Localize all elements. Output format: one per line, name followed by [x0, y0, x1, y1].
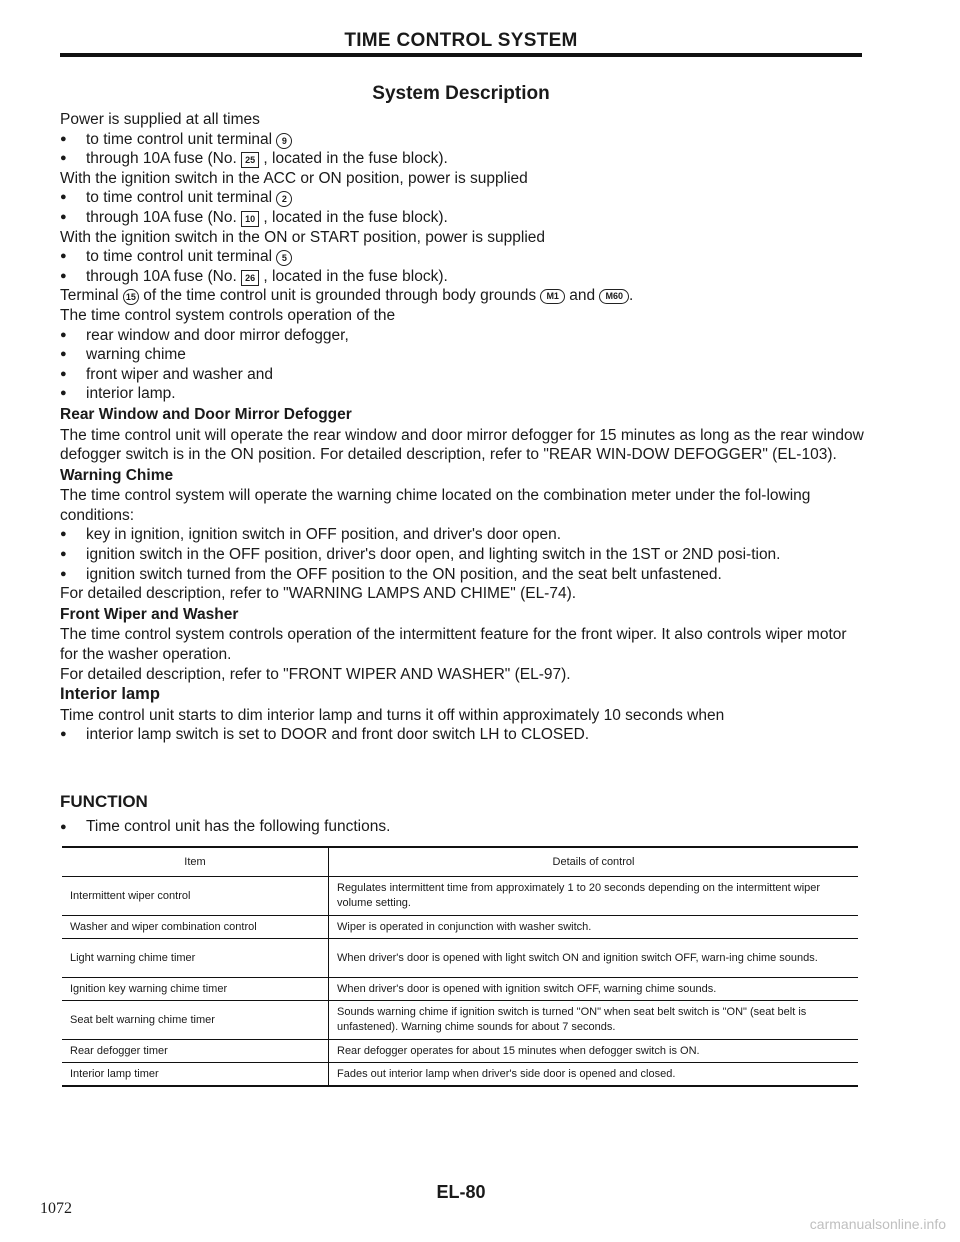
table-row: [62, 877, 858, 916]
page-code: EL-80: [436, 1182, 486, 1202]
table-row: [62, 1040, 858, 1063]
cell-item: Washer and wiper combination control: [62, 916, 329, 939]
fuse-symbol: 10: [241, 211, 259, 227]
bullet-item: ● ignition switch turned from the OFF position to the ON position, and the seat belt unfastened.: [60, 565, 722, 583]
cell-detail: Wiper is operated in conjunction with washer switch.: [329, 916, 859, 939]
cell-item: Rear defogger timer: [62, 1040, 329, 1063]
text-line: With the ignition switch in the ACC or ON position, power is supplied: [60, 169, 528, 187]
bullet-item: ● interior lamp switch is set to DOOR and front door switch LH to CLOSED.: [60, 726, 590, 744]
text-line: The time control system controls operation of the: [60, 306, 396, 324]
cell-item: Interior lamp timer: [62, 1063, 329, 1087]
body-text: [60, 110, 866, 745]
bullet-item: ● through 10A fuse (No. 25 , located in the fuse block).: [60, 150, 448, 168]
cell-detail: Sounds warning chime if ignition switch is turned "ON" when seat belt switch is "ON" (seat belt is unfastened). Warning chime sounds for about 7 seconds.: [329, 1001, 859, 1040]
cell-item: Intermittent wiper control: [62, 877, 329, 916]
paragraph: The time control system controls operation of the intermittent feature for the front wiper. It also controls wiper motor for the washer operation.: [60, 626, 847, 664]
subsection-heading: Rear Window and Door Mirror Defogger: [60, 405, 352, 423]
cell-detail: When driver's door is opened with light switch ON and ignition switch OFF, warn-ing chime sounds.: [329, 939, 859, 978]
terminal-symbol: 9: [276, 133, 292, 149]
subsection-heading: Interior lamp: [60, 685, 160, 704]
fuse-symbol: 25: [241, 152, 259, 168]
paragraph: Time control unit starts to dim interior lamp and turns it off within approximately 10 seconds when: [60, 706, 725, 724]
cell-detail: When driver's door is opened with ignition switch OFF, warning chime sounds.: [329, 978, 859, 1001]
table-row: [62, 939, 858, 978]
text-line: Power is supplied at all times: [60, 111, 260, 128]
terminal-symbol: 15: [123, 289, 139, 305]
page-header-title: TIME CONTROL SYSTEM: [344, 30, 578, 51]
table-row: [62, 978, 858, 1001]
bullet-item: ● warning chime: [60, 346, 186, 364]
cell-detail: Rear defogger operates for about 15 minutes when defogger switch is ON.: [329, 1040, 859, 1063]
bullet-item: ● to time control unit terminal 5: [60, 247, 866, 267]
section-title: System Description: [372, 83, 550, 104]
bullet-item: ● front wiper and washer and: [60, 365, 273, 383]
terminal-symbol: 5: [276, 250, 292, 266]
table-row: [62, 916, 858, 939]
subsection-heading: Front Wiper and Washer: [60, 605, 239, 623]
column-header-details: Details of control: [329, 847, 859, 877]
cell-detail: Regulates intermittent time from approximately 1 to 20 seconds depending on the intermittent wiper volume setting.: [329, 877, 859, 916]
paragraph: For detailed description, refer to "WARNING LAMPS AND CHIME" (EL-74).: [60, 585, 577, 603]
table-header-row: [62, 847, 858, 877]
cell-item: Light warning chime timer: [62, 939, 329, 978]
page-number: 1072: [40, 1200, 72, 1217]
bullet-item: ● through 10A fuse (No. 26 , located in the fuse block).: [60, 267, 448, 285]
paragraph: The time control system will operate the warning chime located on the combination meter under the fol-lowing conditions:: [60, 487, 811, 524]
bullet-item: ● interior lamp.: [60, 385, 176, 403]
fuse-symbol: 26: [241, 270, 259, 286]
bullet-item: ● to time control unit terminal 2: [60, 188, 866, 208]
table-row: [62, 1001, 858, 1040]
cell-item: Seat belt warning chime timer: [62, 1001, 329, 1040]
subsection-heading: Warning Chime: [60, 466, 174, 484]
bullet-item: ● rear window and door mirror defogger,: [60, 326, 349, 344]
table-row: [62, 1063, 858, 1087]
bullet-item: ● to time control unit terminal 9: [60, 130, 866, 150]
ground-symbol: M60: [599, 289, 629, 304]
function-bullet: ● Time control unit has the following functions.: [60, 818, 391, 835]
function-table: [62, 846, 858, 1087]
paragraph: The time control unit will operate the rear window and door mirror defogger for 15 minutes as long as the rear window defogger switch is in the ON position. For detailed description, refer to "REAR WIN-DOW DEFOGGER" (EL-103).: [60, 426, 864, 464]
column-header-item: Item: [62, 847, 329, 877]
text-line: Terminal 15 of the time control unit is grounded through body grounds M1 and M60 .: [60, 287, 634, 305]
bullet-item: ● key in ignition, ignition switch in OFF position, and driver's door open.: [60, 526, 562, 544]
terminal-symbol: 2: [276, 191, 292, 207]
bullet-item: ● through 10A fuse (No. 10 , located in the fuse block).: [60, 208, 448, 226]
text-line: With the ignition switch in the ON or START position, power is supplied: [60, 228, 546, 246]
cell-item: Ignition key warning chime timer: [62, 978, 329, 1001]
header-rule: [60, 53, 862, 57]
paragraph: For detailed description, refer to "FRONT WIPER AND WASHER" (EL-97).: [60, 665, 571, 683]
ground-symbol: M1: [540, 289, 565, 304]
watermark: carmanualsonline.info: [809, 1216, 946, 1232]
function-heading: FUNCTION: [60, 792, 148, 811]
bullet-item: ● ignition switch in the OFF position, driver's door open, and lighting switch in the 1ST or 2ND posi-tion.: [60, 546, 781, 564]
cell-detail: Fades out interior lamp when driver's side door is opened and closed.: [329, 1063, 859, 1087]
